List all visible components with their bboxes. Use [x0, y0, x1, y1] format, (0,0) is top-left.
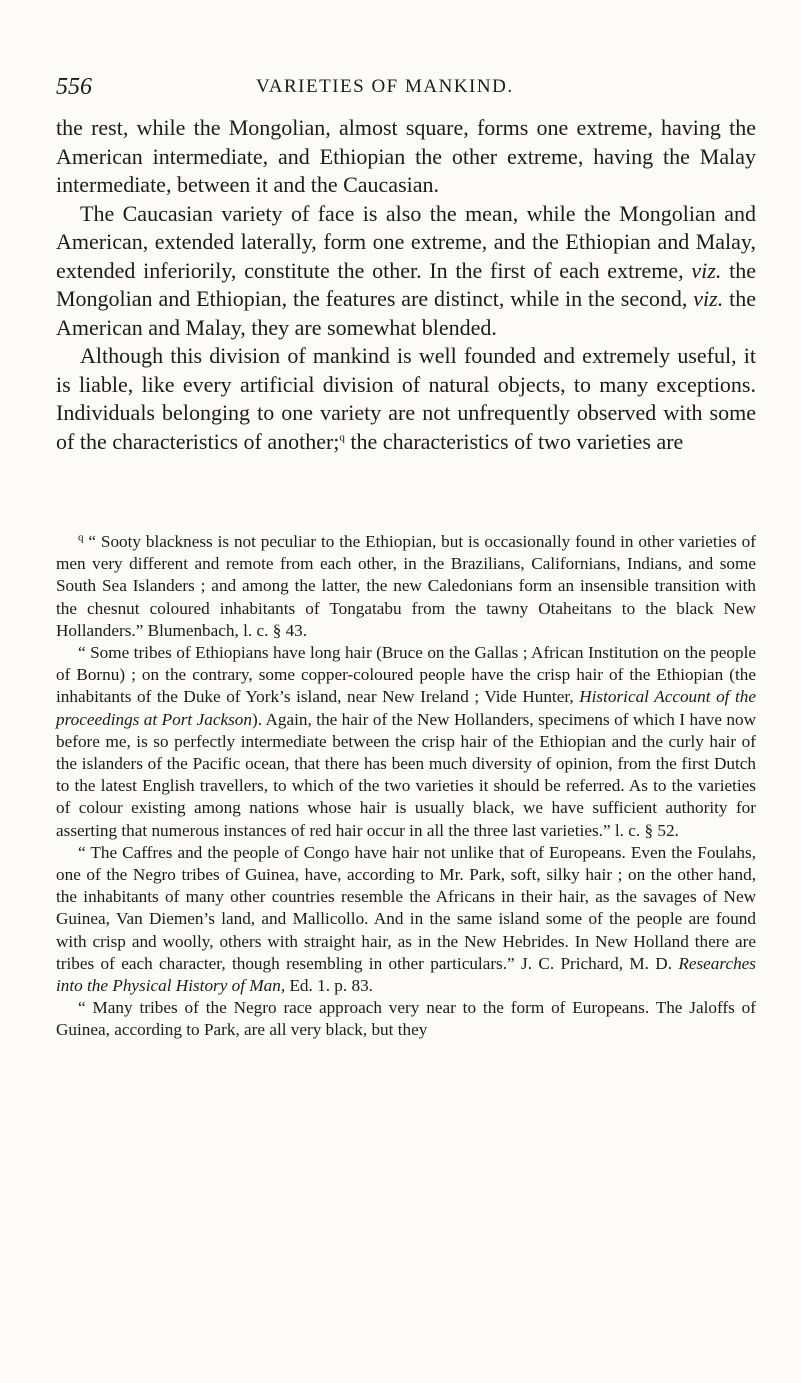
page-number: 556 — [56, 74, 92, 100]
running-head — [56, 74, 756, 104]
running-title: VARIETIES OF MANKIND. — [256, 76, 514, 97]
paragraph-text: the characteristics of two varieties are — [344, 428, 684, 454]
footnote-marker: q — [78, 531, 84, 544]
paragraph-text: The Caucasian variety of face is also the mean, while the Mongolian and American, extended laterally, form one extreme, and the Ethiopian and Malay, extended inferiorily, constitute the other. In the first of each extreme, — [56, 200, 756, 283]
footnote-text: “ The Caffres and the people of Congo have hair not unlike that of Europeans. Even the Foulahs, one of the Negro tribes of Guinea, have, according to Mr. Park, soft, silky hair ; on the other hand, the inhabitants of many other countries resemble the Africans in their hair, as the savages of New Guinea, Van Diemen’s land, and Mallicollo. And in the same island some of the people are found with crisp and woolly, others with straight hair, as in the New Hebrides. In New Holland there are tribes of each character, though resembling in other particulars.” J. C. Prichard, M. D. — [56, 842, 756, 973]
footnote-text: Ed. 1. p. 83. — [285, 976, 373, 996]
footnote-negro-tribes — [56, 997, 756, 1041]
paragraph-text: the American and Malay, they are somewhat blended. — [56, 286, 756, 340]
viz-abbreviation: viz. — [693, 286, 724, 311]
paragraph-text: the rest, while the Mongolian, almost square, forms one extreme, having the American intermediate, and Ethiopian the other extreme, having the Malay intermediate, between it and the Caucasian. — [56, 115, 756, 197]
footnote-hair-varieties — [56, 642, 756, 842]
paragraph-face-variety — [56, 200, 756, 343]
paragraph-division-exceptions — [56, 342, 756, 456]
viz-abbreviation: viz. — [691, 257, 722, 283]
paragraph-continuation — [56, 114, 756, 200]
cited-title: Researches into the Physical History of Man, — [56, 953, 756, 996]
footnote-reference: q — [339, 431, 345, 444]
main-text — [56, 114, 756, 456]
footnote-text: “ Many tribes of the Negro race approach very near to the form of Europeans. The Jaloffs of Guinea, according to Park, are all very black, but they — [56, 998, 756, 1040]
footnote-text: ). Again, the hair of the New Hollanders, specimens of which I have now before me, is so perfectly intermediate between the crisp hair of the Ethiopian and the curly hair of the islanders of the Pacific ocean, that there has been much diversity of opinion, from the first Dutch to the latest English travellers, to which of the two varieties it should be referred. As to the varieties of colour existing among nations whose hair is usually black, we have sufficient authority for asserting that numerous instances of red hair occur in all the three last varieties.” l. c. § 52. — [56, 709, 756, 840]
footnote-blumenbach-colour — [56, 531, 756, 642]
footnote-text: “ Sooty blackness is not peculiar to the Ethiopian, but is occasionally found in other varieties of men very different and remote from each other, in the Brazilians, Californians, Indians, and some South Sea Islanders ; and among the latter, the new Caledonians form an insensible transition with the chesnut coloured inhabitants of Tongatabu from the tawny Otaheitans to the black New Hollanders.” Blumenbach, l. c. § 43. — [56, 532, 756, 640]
footnotes — [56, 531, 756, 1042]
paragraph-text: Although this division of mankind is well founded and extremely useful, it is liable, like every artificial division of natural objects, to many exceptions. Individuals belonging to one variety are not unfrequently observed with some of the characteristics of another; — [56, 343, 756, 454]
paragraph-text: the Mongolian and Ethiopian, the features are distinct, while in the second, — [56, 257, 756, 311]
footnote-text: “ Some tribes of Ethiopians have long hair (Bruce on the Gallas ; African Institution on the people of Bornu) ; on the contrary, some copper-coloured people have the crisp hair of the Ethiopian (the inhabitants of the Duke of York’s island, near New Ireland ; Vide Hunter, — [56, 643, 756, 707]
cited-title: Historical Account of the proceedings at Port Jackson — [56, 687, 756, 729]
footnote-prichard — [56, 842, 756, 997]
